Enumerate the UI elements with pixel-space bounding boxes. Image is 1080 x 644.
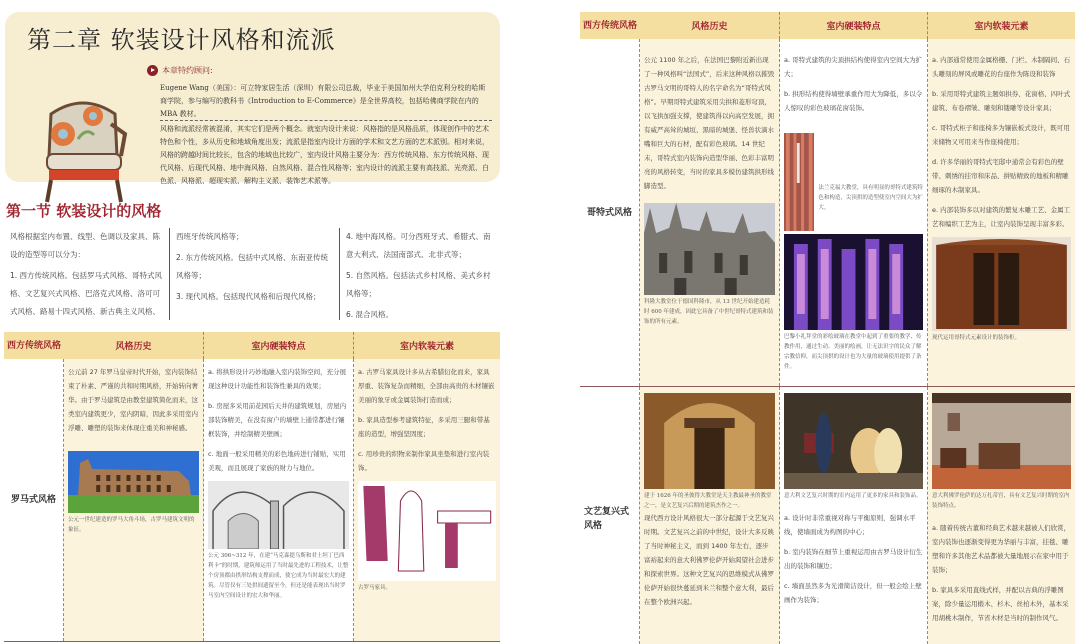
table-row [4, 359, 500, 642]
history-cell [640, 39, 780, 386]
soft-caption: 现代运用哥特式元素设计的装饰柜。 [932, 335, 1021, 341]
hard-item: c. 地面一般采用精美的彩色地砖进行铺贴，实用美观，而且展现了家族的财力与地位。 [208, 450, 346, 472]
table-header [4, 332, 500, 359]
header-category: 西方传统风格 [580, 12, 640, 39]
style-text: 6. 混合风格。 [346, 310, 394, 319]
soft-cell [928, 387, 1075, 644]
style-text: 4. 地中海风格。可分西班牙式、希腊式、南意大利式、法国南部式、北非式等； [346, 232, 491, 259]
style-text: 3. 现代风格。包括现代风格和后现代风格； [176, 292, 321, 301]
hard-item: b. 拱形结构使得墙壁承重作用大为降低，多以令人惊叹的彩色玻璃花窗装饰。 [784, 90, 923, 112]
chapter-title: 第二章 软装设计风格和流派 [27, 26, 336, 54]
history-caption: 公元一世纪建造的罗马大角斗场，古罗马建筑文明的象征。 [68, 517, 195, 533]
header-hard: 室内硬装特点 [204, 332, 354, 359]
soft-item: b. 家具造型参考建筑特征，多采用三腿和带基座的造型，增强坚固度； [358, 416, 490, 438]
history-text: 现代西方设计风格很大一部分起源于文艺复兴时期。文艺复兴之前的中世纪，设计大多反映了当时神秘主义，而到 1400 年左右，逐步富裕起来的意大利佛罗伦萨开始渴望社会进步和探索世界。这种文艺复兴的思维模式从佛罗伦萨开始很快蔓延到米兰和整个意大利，最后在整个欧洲兴起。 [644, 514, 774, 606]
row-label: 文艺复兴式风格 [580, 387, 640, 644]
cologne-cathedral-photo [644, 203, 775, 295]
renaissance-interior-painting [784, 393, 923, 489]
hard-cell [780, 387, 928, 644]
gothic-cabinet-photo [932, 237, 1071, 331]
hard-item: b. 室内装饰在细节上重视运用由古罗马设计衍生出的装饰和镶边； [784, 548, 923, 570]
header-hard: 室内硬装特点 [780, 12, 928, 39]
roman-furniture-drawing [358, 481, 496, 581]
hard-cell [780, 39, 928, 386]
style-column-1 [4, 228, 169, 320]
style-table-gothic-renaissance [580, 12, 1075, 644]
history-text: 公元 1100 年之后，在法国巴黎附近新出现了一种风格叫“法国式”，后来这种风格以摧毁古罗马文明的哥特人的名字命名为“哥特式风格”。早期哥特式建筑采用尖拱和菱形穹顶，以飞拱加强支撑，使建筑得以向高空发展，拥有威严高耸的城垣、黑暗的城堡、怪兽状滴水嘴和巨大的石材，配有彩色玻璃。14 世纪末，哥特式室内装饰向造型华丽、色彩丰富明亮的风格转变，当时的家具多模仿建筑拱形线脚造型。 [644, 56, 775, 190]
style-text: 2. 东方传统风格。包括中式风格、东南亚传统风格等； [176, 253, 329, 280]
style-column-3 [339, 228, 500, 320]
sainte-chapelle-photo [784, 234, 923, 330]
soft-caption: 古罗马家具。 [358, 585, 392, 591]
hard-cell [204, 359, 354, 641]
row-label: 罗马式风格 [4, 359, 64, 641]
hard-caption-2: 巴黎小礼拜堂的彩绘玻璃在教堂中起到了重要的教学、传教作用，通过生动、美丽的绘画，让无法识字的民众了解宗教信仰，而尖顶拱的设计也为大量的玻璃使用提供了条件。 [784, 334, 922, 370]
soft-item: b. 采用哥特式建筑主题如拱券、花窗格、四叶式建筑、布卷褶皱、雕刻和镂雕等设计家具； [932, 90, 1071, 112]
hard-item: a. 将拱形设计巧妙地融入室内装饰空间，充分展现这种设计功能性和装饰性兼具的效果； [208, 368, 347, 390]
advisor-label [147, 65, 213, 76]
frankfurt-cathedral-photo [784, 133, 814, 231]
left-page [0, 0, 505, 644]
header-category: 西方传统风格 [4, 332, 64, 359]
soft-item: a. 随着传统古董和经典艺术越来越被人们欣赏，室内装饰也逐渐变得更为华丽与丰富，挂毯、雕塑和许多其他艺术品都被大量地展示在家中用于装饰； [932, 524, 1071, 574]
style-text: 1. 西方传统风格。包括罗马式风格、哥特式风格、文艺复兴式风格、巴洛克式风格、洛可可式风格、路易十四式风格、新古典主义风格、 [10, 271, 163, 316]
header-soft: 室内软装元素 [354, 332, 500, 359]
play-circle-icon [147, 65, 158, 76]
right-page [575, 0, 1080, 644]
style-text: 风格根据室内布置、线型、色调以及家具、陈设的造型等可以分为： [10, 232, 160, 259]
st-peters-basilica-photo [644, 393, 775, 489]
table-row [580, 39, 1075, 387]
style-list [4, 228, 500, 320]
history-cell [64, 359, 204, 641]
table-header [580, 12, 1075, 39]
hard-caption: 公元 306~312 年，在建“马克森提乌斯和君士坦丁巴西利卡”的时期，建筑师运用了当时最先进的工程技术，让整个房顶都由拱形结构支撑而成，使它成为当时最宏大的建筑。尽管仅有三处拱间遗留至今，但还是能表现出当时罗马室内空间设计的宏大和华丽。 [208, 553, 349, 599]
header-history: 风格历史 [640, 12, 780, 39]
style-text: 5. 自然风格。包括法式乡村风格、美式乡村风格等； [346, 271, 491, 298]
header-soft: 室内软装元素 [928, 12, 1075, 39]
soft-item: a. 内部通常使用金属格栅、门栏、木制隔间、石头雕刻的屏风或雕花的台座作为陈设和装饰 [932, 56, 1071, 78]
colosseum-photo [68, 451, 199, 513]
table-row [580, 387, 1075, 644]
soft-item: e. 内部装饰多以对建筑的繁复木雕工艺、金属工艺和编织工艺为主，让室内装饰呈现丰富多彩。 [932, 206, 1071, 228]
chapter-header [5, 12, 500, 185]
soft-item: a. 古罗马家具设计多从古希腊衍化而来，家具厚重、装饰复杂而精细，全部由高贵的木材镶嵌美丽的象牙或金属装饰打造而成； [358, 368, 495, 404]
hard-item: a. 哥特式建筑的尖顶拱结构使得室内空间大为扩大； [784, 56, 923, 78]
section-title: 第一节 软装设计的风格 [6, 202, 162, 220]
soft-item: c. 用珍贵的织物来制作家具坐垫和进行室内装饰。 [358, 450, 490, 472]
row-label: 哥特式风格 [580, 39, 640, 386]
style-text: 西班牙传统风格等； [176, 232, 244, 241]
armchair-illustration [33, 94, 133, 204]
soft-caption: 意大利佛罗伦萨的达万扎蒂宫，具有文艺复兴时期的室内装饰特点。 [932, 493, 1070, 509]
style-table-roman [4, 332, 500, 642]
hard-caption: 意大利文艺复兴时期的室内运用了更多的家具和装饰品。 [784, 493, 922, 499]
history-text: 公元前 27 年罗马皇帝时代开始，室内装饰结束了朴素、严谨的共和时期风格，开始转向奢华。由于罗马建筑是由教堂建筑简化而来，这类室内建筑更少，室内阴暗，因此多采用室内浮雕、雕塑的装饰来体现庄重美和神秘感。 [68, 368, 198, 432]
style-column-2 [169, 228, 339, 320]
soft-item: d. 许多华丽的哥特式宅邸中通常会有彩色的壁带、刺绣的挂帘和床品、拼贴精致的地板和精雕细琢的木制家具。 [932, 158, 1069, 194]
frankfurt-block [784, 133, 923, 231]
dashed-divider [160, 120, 492, 121]
soft-cell [354, 359, 500, 641]
basilica-sketch [208, 481, 349, 549]
header-history: 风格历史 [64, 332, 204, 359]
soft-item: c. 哥特式柜子和座椅多为镶嵌板式设计，既可用来储物又可用来当作座椅使用； [932, 124, 1070, 146]
history-caption: 科隆大教堂位于德国科隆市，从 13 世纪开始建造耗时 600 年建成，因此它具备了中世纪哥特式建筑和装饰的所有元素。 [644, 299, 774, 325]
history-cell [640, 387, 780, 644]
soft-item: b. 家具多采用直线式样，并配以古典的浮雕图案，除少量运用椴木、杉木、丝柏木外，基本采用胡桃木制作，节省木材是当时的制作风气。 [932, 586, 1069, 622]
history-caption: 建于 1626 年的圣彼得大教堂是天主教最神圣的教堂之一，是文艺复兴后期的建筑杰作之一。 [644, 493, 772, 509]
davanzati-palace-photo [932, 393, 1071, 489]
soft-cell [928, 39, 1075, 386]
advisor-bio: Eugene Wang（美国）：可立特家居生活（深圳）有限公司总裁，毕业于美国加州大学伯克利分校的哈斯商学院，参与编写的教科书《Introduction to E-Commerce》是全世界高校，包括哈佛商学院在内的 MBA 教材。 [160, 84, 486, 118]
hard-caption-1: 法兰克福大教堂，具有明显的哥特式建筑特色和构造，尖顶拱的造型使室内空间大为扩大。 [818, 185, 923, 211]
advisor-label-text: 本章特约顾问: [162, 66, 213, 75]
hard-item: a. 设计时非常重视对称与平衡原则，强调水平线，使墙面成为构图的中心； [784, 514, 916, 536]
hard-item: b. 房屋多采用前花园后天井的建筑规划，房屋内部装饰精美，在没有窗户的墙壁上通常都进行镶框装饰，并绘制精美壁画； [208, 402, 347, 438]
chapter-intro: 风格和流派经常被混淆，其实它们是两个概念。就室内设计来说：风格指的是风格品质，体现创作中的艺术特色和个性，多从历史和地域角度出发；流派是指室内设计方面的学术和文艺方面的艺术派别。相对来说，风格的跨越时间比较长，包含的地域也比较广，室内设计风格主要分为：西方传统风格、东方传统风格、现代风格、后现代风格、地中海风格、自然风格、混合性风格等；室内设计的流派主要有高技派、光亮派、白色派、风格派、超现实派、解构主义派、装饰艺术派等。 [160, 125, 489, 185]
hard-item: c. 墙面虽然多为光滑简洁设计，但一般会绘上壁画作为装饰； [784, 582, 922, 604]
